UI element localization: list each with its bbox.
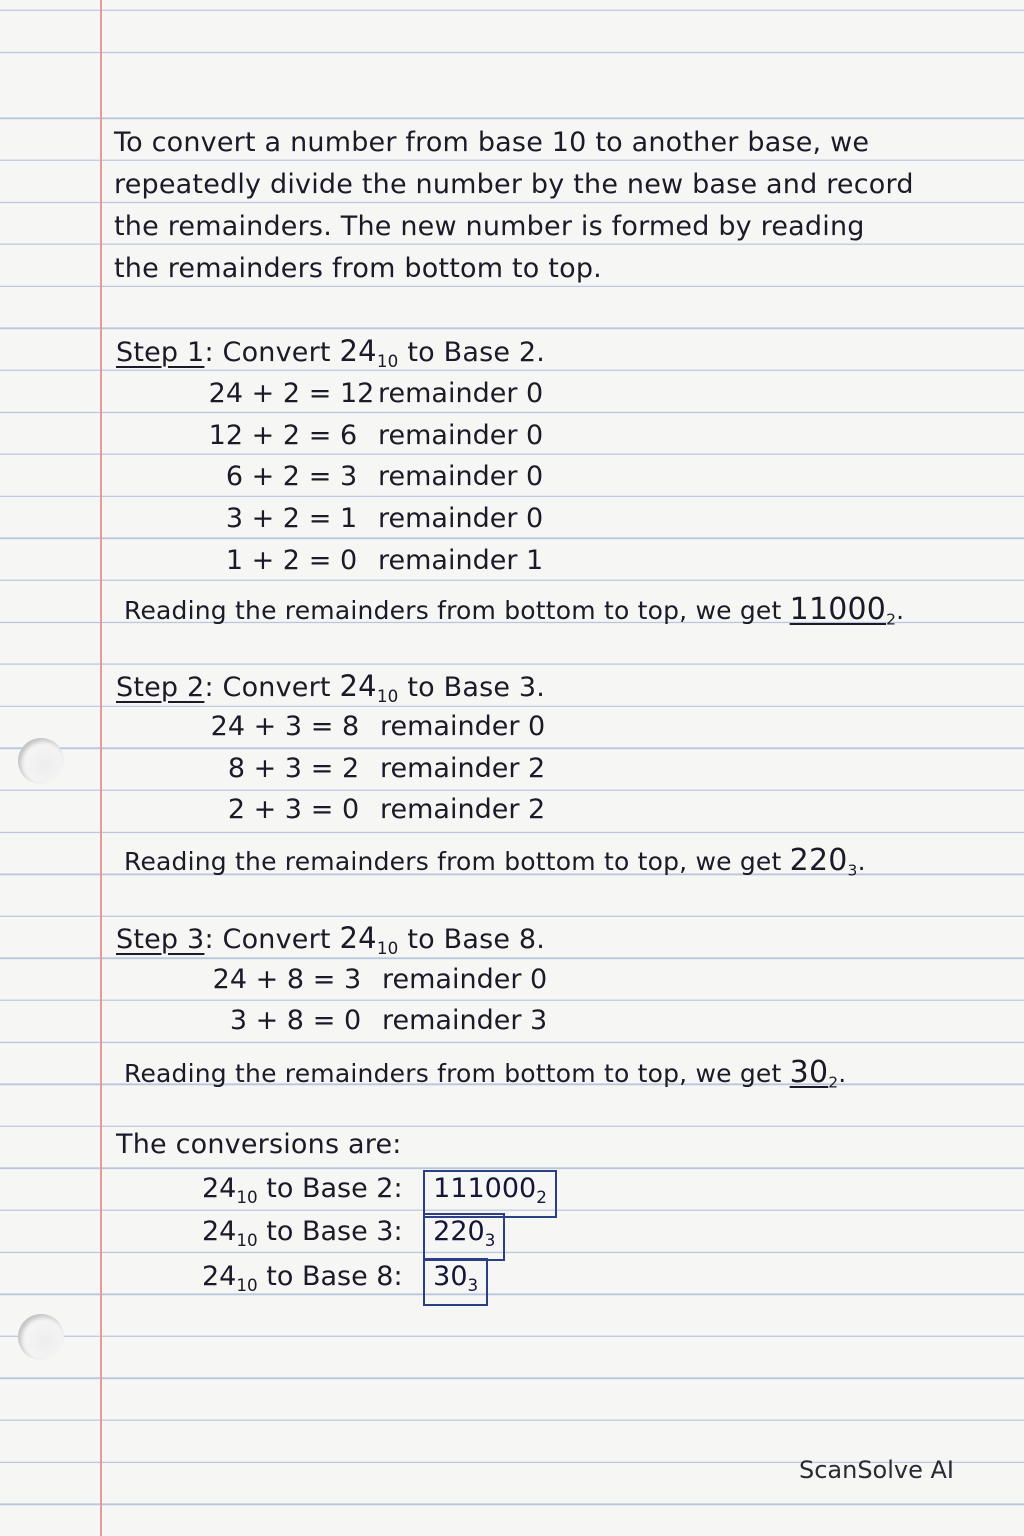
summary-number: 24 [202,1173,237,1204]
step-2-result-base: 3 [847,861,858,880]
summary-row-base-3: $24_{10}$ to Base 3: $220_3$ [202,1213,505,1261]
step-1-division-row: 6 + 2 = 3 remainder 0 [225,461,544,492]
step-1-division-row: 1 + 2 = 0 remainder 1 [225,545,544,576]
summary-title: The conversions are: [116,1129,402,1160]
step-1-heading [116,334,545,371]
step-2-number: 24 [339,669,377,703]
step-3-result: 30 [789,1055,829,1090]
step-1-division-row: 12 + 2 = 6 remainder 0 [208,420,544,451]
step-3-colon: : [204,924,214,955]
step-2-heading [116,669,545,706]
punch-hole-upper [18,738,64,784]
summary-number: 24 [202,1216,237,1247]
boxed-answer: $111000_2$ [423,1170,557,1218]
step-2-label: Step 2 [116,672,205,703]
step-1-from-base: 10 [376,350,399,371]
step-2-division-row: 2 + 3 = 0 remainder 2 [227,794,546,825]
step-2-from-base: 10 [376,685,399,706]
step-3-heading [116,921,545,958]
step-3-reading-text: Reading the remainders from bottom to top, we get [124,1059,782,1088]
step-2-colon: : [204,672,214,703]
intro-line-3: the remainders. The new number is formed by reading [114,211,865,242]
step-1-reading: Reading the remainders from bottom to top, we get $11000_2$. [124,592,905,629]
step-3-target: to Base 8. [407,924,546,955]
intro-line-2: repeatedly divide the number by the new base and record [114,169,914,200]
step-2-result: 220 [789,843,848,878]
step-1-colon: : [204,337,214,368]
step-2-target: to Base 3. [407,672,546,703]
step-3-convert: Convert [222,924,331,955]
step-1-convert: Convert [222,337,331,368]
step-1-division-row: 24 + 2 = 12 remainder 0 [208,378,544,409]
step-1-result: 11000 [789,592,887,627]
punch-hole-lower [18,1314,64,1360]
boxed-answer: $30_3$ [423,1258,488,1306]
step-3-division-row: 3 + 8 = 0 remainder 3 [229,1005,548,1036]
step-1-reading-text: Reading the remainders from bottom to top, we get [124,596,782,625]
summary-target: to Base 3: [266,1216,403,1247]
step-3-label: Step 3 [116,924,205,955]
step-3-reading: Reading the remainders from bottom to top, we get $30_2$. [124,1055,847,1092]
brand-watermark: ScanSolve AI [798,1456,954,1484]
step-3-division-row: 24 + 8 = 3 remainder 0 [212,964,548,995]
step-2-division-row: 8 + 3 = 2 remainder 2 [227,753,546,784]
step-1-division-row: 3 + 2 = 1 remainder 0 [225,503,544,534]
intro-line-4: the remainders from bottom to top. [114,253,602,284]
step-1-label: Step 1 [116,337,205,368]
step-1-result-base: 2 [886,610,897,629]
summary-target: to Base 8: [266,1261,403,1292]
step-2-reading-text: Reading the remainders from bottom to top, we get [124,847,782,876]
step-3-result-base: 2 [828,1073,839,1092]
step-2-reading: Reading the remainders from bottom to top, we get $220_3$. [124,843,866,880]
step-2-convert: Convert [222,672,331,703]
summary-row-base-8: $24_{10}$ to Base 8: $30_3$ [202,1258,488,1306]
boxed-answer: $220_3$ [423,1213,505,1261]
summary-row-base-2: $24_{10}$ to Base 2: $111000_2$ [202,1170,557,1218]
step-3-number: 24 [339,921,377,955]
summary-number: 24 [202,1261,237,1292]
red-margin-line [100,0,102,1536]
step-3-from-base: 10 [376,937,399,958]
step-1-number: 24 [339,334,377,368]
summary-target: to Base 2: [266,1173,403,1204]
intro-line-1: To convert a number from base 10 to another base, we [114,127,870,158]
step-1-target: to Base 2. [407,337,546,368]
step-2-division-row: 24 + 3 = 8 remainder 0 [210,711,546,742]
